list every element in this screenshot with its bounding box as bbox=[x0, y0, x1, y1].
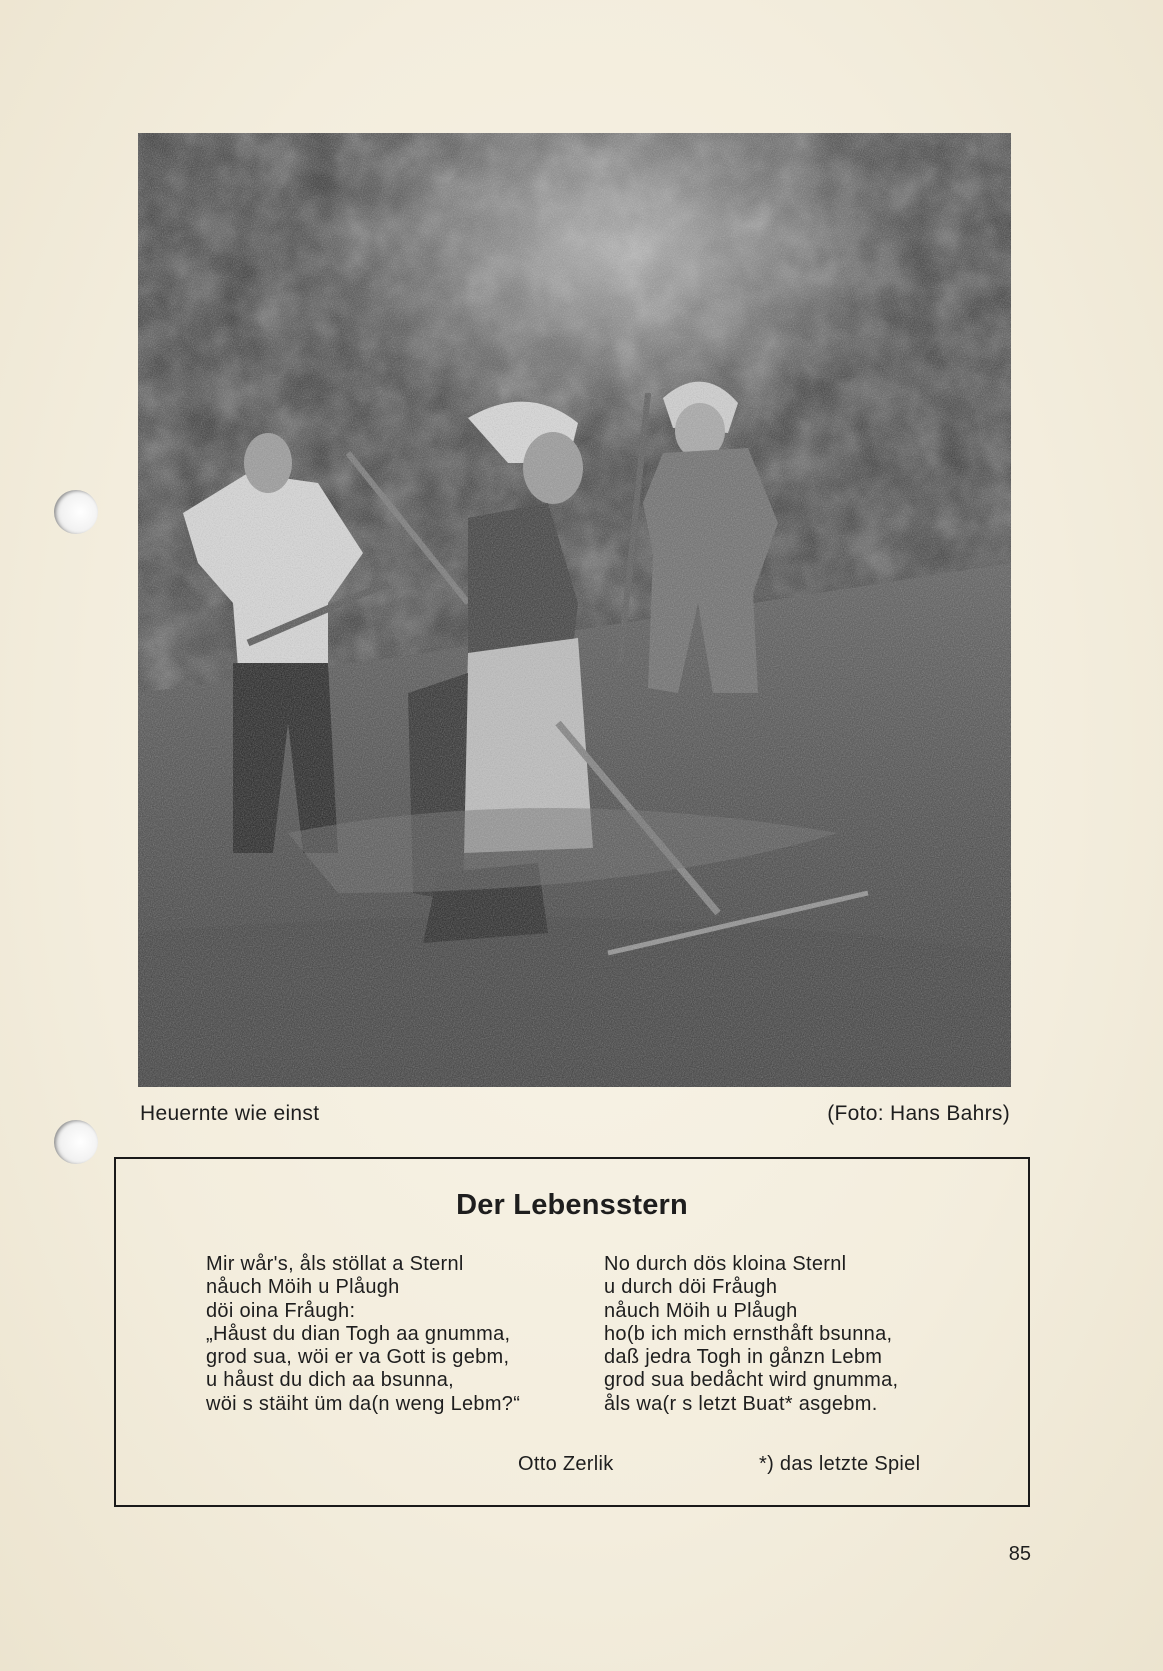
photo-caption: Heuernte wie einst bbox=[140, 1102, 320, 1125]
poem-line: u håust du dich aa bsunna, bbox=[206, 1369, 454, 1392]
poem-line: daß jedra Togh in gånzn Lebm bbox=[604, 1346, 883, 1369]
haymaking-photo bbox=[138, 133, 1011, 1087]
stanza-left bbox=[206, 1253, 520, 1416]
poem-line: u durch döi Fråugh bbox=[604, 1276, 778, 1299]
punch-hole-upper bbox=[54, 490, 98, 534]
page-number: 85 bbox=[1008, 1543, 1031, 1565]
poem-line: nåuch Möih u Plåugh bbox=[604, 1299, 798, 1322]
poem-footnote: *) das letzte Spiel bbox=[759, 1453, 921, 1475]
poem-box bbox=[114, 1157, 1030, 1507]
poem-line: Mir wår's, åls stöllat a Sternl bbox=[206, 1253, 464, 1275]
poem-author: Otto Zerlik bbox=[518, 1453, 614, 1475]
poem-title: Der Lebensstern bbox=[456, 1189, 688, 1221]
punch-hole-lower bbox=[54, 1120, 98, 1164]
poem-line: åls wa(r s letzt Buat* asgebm. bbox=[604, 1392, 878, 1415]
poem-line: nåuch Möih u Plåugh bbox=[206, 1276, 400, 1299]
poem-line: grod sua bedåcht wird gnumma, bbox=[604, 1369, 899, 1392]
poem-line: wöi s stäiht üm da(n weng Lebm?“ bbox=[206, 1392, 521, 1415]
poem-line: döi oina Fråugh: bbox=[206, 1299, 356, 1322]
poem-line: ho(b ich mich ernsthåft bsunna, bbox=[604, 1322, 893, 1345]
poem-line: grod sua, wöi er va Gott is gebm, bbox=[206, 1346, 510, 1369]
photo-credit: (Foto: Hans Bahrs) bbox=[827, 1102, 1010, 1125]
poem-line: „Håust du dian Togh aa gnumma, bbox=[206, 1322, 511, 1345]
stanza-right bbox=[604, 1253, 898, 1416]
poem-line: No durch dös kloina Sternl bbox=[604, 1253, 847, 1275]
